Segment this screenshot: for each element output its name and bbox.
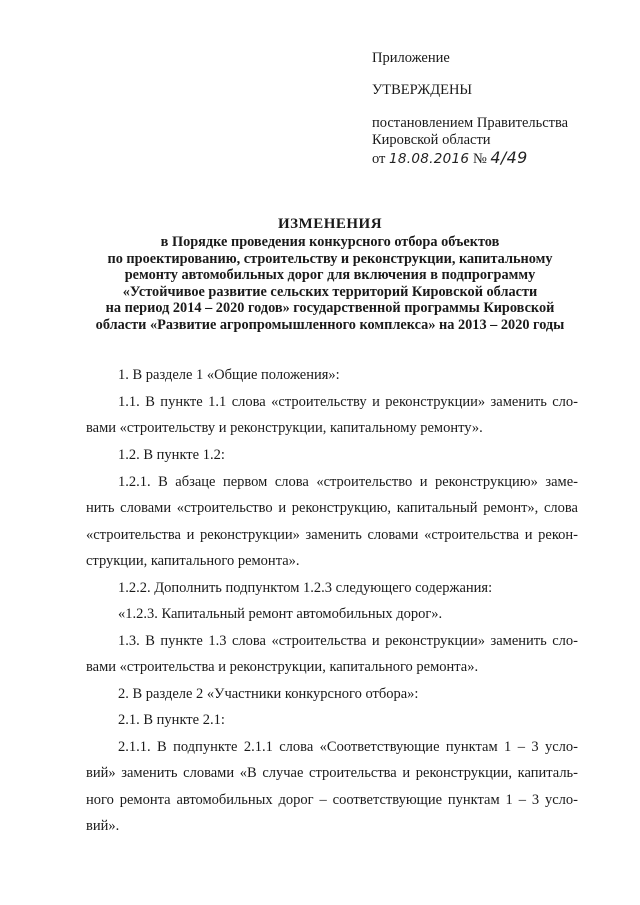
body-line: «строительства и реконструкции» заменить словами «строительства и рекон- (86, 527, 578, 543)
body-line: 1.1. В пункте 1.1 слова «строительству и реконструкции» заменить сло- (118, 394, 578, 410)
date-prefix: от (372, 151, 386, 167)
approved-label: УТВЕРЖДЕНЫ (372, 82, 473, 98)
number-value: 4/49 (490, 148, 528, 167)
body-line: нить словами «строительство и реконструкцию, капитальный ремонт», слова (86, 500, 578, 516)
resolution-date-line (372, 149, 622, 168)
document-title (60, 214, 600, 334)
title-line: области «Развитие агропромышленного комплекса» на 2013 – 2020 годы (95, 316, 565, 333)
body-line: 1.2.2. Дополнить подпунктом 1.2.3 следующего содержания: (118, 580, 493, 596)
body-line: «1.2.3. Капитальный ремонт автомобильных дорог». (118, 606, 443, 622)
number-sign: № (472, 151, 487, 167)
body-line: 1.2.1. В абзаце первом слова «строительство и реконструкцию» заме- (118, 474, 578, 490)
body-line: вий». (86, 818, 120, 834)
date-value: 18.08.2016 (389, 151, 470, 167)
appendix-label: Приложение (372, 50, 450, 66)
title-line: ремонту автомобильных дорог для включения в подпрограмму (124, 267, 536, 284)
body-line: струкции, капитального ремонта». (86, 553, 300, 569)
resolution-line-1: постановлением Правительства (372, 115, 569, 131)
body-line: 1. В разделе 1 «Общие положения»: (118, 367, 340, 383)
title-line: в Порядке проведения конкурсного отбора объектов (160, 234, 500, 250)
resolution-line-2: Кировской области (372, 132, 491, 148)
title-heading: ИЗМЕНЕНИЯ (277, 216, 383, 232)
body-line: 1.2. В пункте 1.2: (118, 447, 225, 463)
approval-block (372, 50, 622, 168)
body-line: ного ремонта автомобильных дорог – соответствующие пунктам 1 – 3 усло- (86, 792, 578, 808)
body-line: 2. В разделе 2 «Участники конкурсного отбора»: (118, 686, 419, 702)
title-line: по проектированию, строительству и реконструкции, капитальному (107, 250, 553, 267)
body-line: вами «строительства и реконструкции, капитального ремонта». (86, 659, 479, 675)
title-line: «Устойчивое развитие сельских территорий Кировской области (122, 283, 538, 300)
body-line: 2.1. В пункте 2.1: (118, 712, 225, 728)
body-line: 2.1.1. В подпункте 2.1.1 слова «Соответствующие пунктам 1 – 3 усло- (118, 739, 578, 755)
body-line: вами «строительству и реконструкции, капитальному ремонту». (86, 420, 483, 436)
body-line: вий» заменить словами «В случае строительства и реконструкции, капиталь- (86, 765, 578, 781)
body-line: 1.3. В пункте 1.3 слова «строительства и реконструкции» заменить сло- (118, 633, 578, 649)
title-line: на период 2014 – 2020 годов» государственной программы Кировской (105, 300, 555, 317)
